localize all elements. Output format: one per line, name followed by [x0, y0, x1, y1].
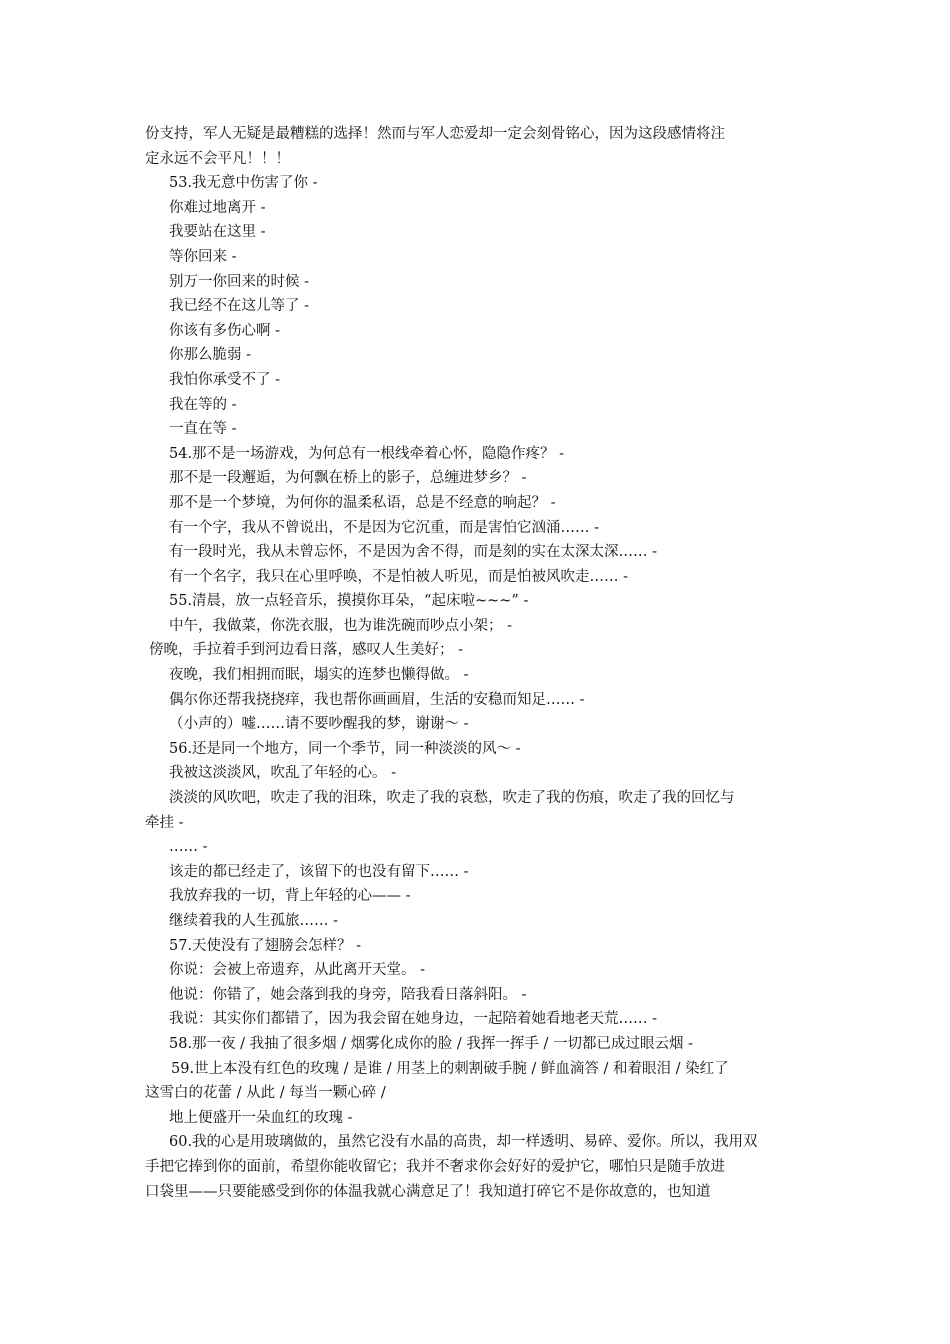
text-line: 有一个名字，我只在心里呼唤，不是怕被人听见，而是怕被风吹走…… -: [169, 568, 629, 585]
text-line: 偶尔你还帮我挠挠痒，我也帮你画画眉，生活的安稳而知足…… -: [169, 691, 585, 708]
text-line: 夜晚，我们相拥而眠，塌实的连梦也懒得做。 -: [169, 667, 469, 684]
text-line: 他说：你错了，她会落到我的身旁，陪我看日落斜阳。 -: [169, 986, 527, 1003]
text-line: 口袋里——只要能感受到你的体温我就心满意足了！我知道打碎它不是你故意的，也知道: [145, 1183, 711, 1200]
text-line: （小声的）嘘……请不要吵醒我的梦，谢谢～ -: [169, 716, 469, 733]
text-line: 你该有多伤心啊 -: [169, 322, 281, 339]
text-line: 56.还是同一个地方，同一个季节，同一种淡淡的风～ -: [169, 740, 521, 757]
text-line: 傍晚，手拉着手到河边看日落，感叹人生美好； -: [149, 642, 464, 659]
text-line: 手把它捧到你的面前，希望你能收留它；我并不奢求你会好好的爱护它，哪怕只是随手放进: [145, 1158, 725, 1175]
text-line: 等你回来 -: [169, 248, 237, 265]
text-line: 54.那不是一场游戏，为何总有一根线牵着心怀，隐隐作疼？ -: [169, 445, 565, 462]
text-line: 我在等的 -: [169, 396, 237, 413]
document-body: [145, 122, 810, 1204]
text-line: 这雪白的花蕾 / 从此 / 每当一颗心碎 /: [145, 1085, 386, 1102]
text-line: 牵挂 -: [145, 814, 184, 831]
text-line: 继续着我的人生孤旅…… -: [169, 913, 339, 929]
text-line: 那不是一段邂逅，为何飘在桥上的影子，总缠进梦乡？ -: [169, 470, 527, 487]
text-line: 有一个字，我从不曾说出，不是因为它沉重，而是害怕它汹涌…… -: [169, 519, 600, 536]
text-line: …… -: [169, 839, 208, 856]
text-line: 该走的都已经走了，该留下的也没有留下…… -: [169, 863, 469, 880]
text-line: 你那么脆弱 -: [169, 347, 252, 364]
text-line: 60.我的心是用玻璃做的，虽然它没有水晶的高贵，却一样透明、易碎、爱你。所以，我用双: [169, 1134, 758, 1151]
text-line: 定永远不会平凡！！！: [145, 150, 290, 167]
text-line: 我怕你承受不了 -: [169, 371, 281, 388]
text-line: 58.那一夜 / 我抽了很多烟 / 烟雾化成你的脸 / 我挥一挥手 / 一切都已成过眼云烟 -: [169, 1035, 693, 1052]
text-line: 淡淡的风吹吧，吹走了我的泪珠，吹走了我的哀愁，吹走了我的伤痕，吹走了我的回忆与: [169, 790, 735, 807]
text-line: 别万一你回来的时候 -: [169, 273, 310, 290]
text-line: 有一段时光，我从未曾忘怀，不是因为舍不得，而是刻的实在太深太深…… -: [169, 544, 658, 561]
text-line: 我放弃我的一切，背上年轻的心—— -: [169, 888, 411, 905]
text-line: 55.清晨，放一点轻音乐，摸摸你耳朵，“起床啦~~~” -: [169, 593, 529, 610]
text-line: 我被这淡淡风，吹乱了年轻的心。 -: [169, 765, 397, 782]
text-line: 你说：会被上帝遗弃，从此离开天堂。 -: [169, 962, 426, 979]
text-line: 你难过地离开 -: [169, 199, 266, 216]
text-line: 我已经不在这儿等了 -: [169, 298, 310, 315]
text-line: 那不是一个梦境，为何你的温柔私语，总是不经意的响起？ -: [169, 494, 556, 511]
text-line: 59.世上本没有红色的玫瑰 / 是谁 / 用茎上的刺割破手腕 / 鲜血滴答 / 和着眼泪 / 染红了: [171, 1060, 729, 1077]
text-line: 我说：其实你们都错了，因为我会留在她身边，一起陪着她看地老天荒…… -: [169, 1011, 658, 1028]
text-line: 一直在等 -: [169, 421, 237, 438]
text-line: 中午，我做菜，你洗衣服，也为谁洗碗而吵点小架； -: [169, 617, 513, 634]
text-line: 我要站在这里 -: [169, 224, 266, 241]
text-line: 地上便盛开一朵血红的玫瑰 -: [169, 1109, 353, 1126]
text-line: 53.我无意中伤害了你 -: [169, 175, 318, 192]
text-line: 份支持，军人无疑是最糟糕的选择！然而与军人恋爱却一定会刻骨铭心，因为这段感情将注: [145, 126, 725, 142]
text-line: 57.天使没有了翅膀会怎样？ -: [169, 937, 362, 954]
